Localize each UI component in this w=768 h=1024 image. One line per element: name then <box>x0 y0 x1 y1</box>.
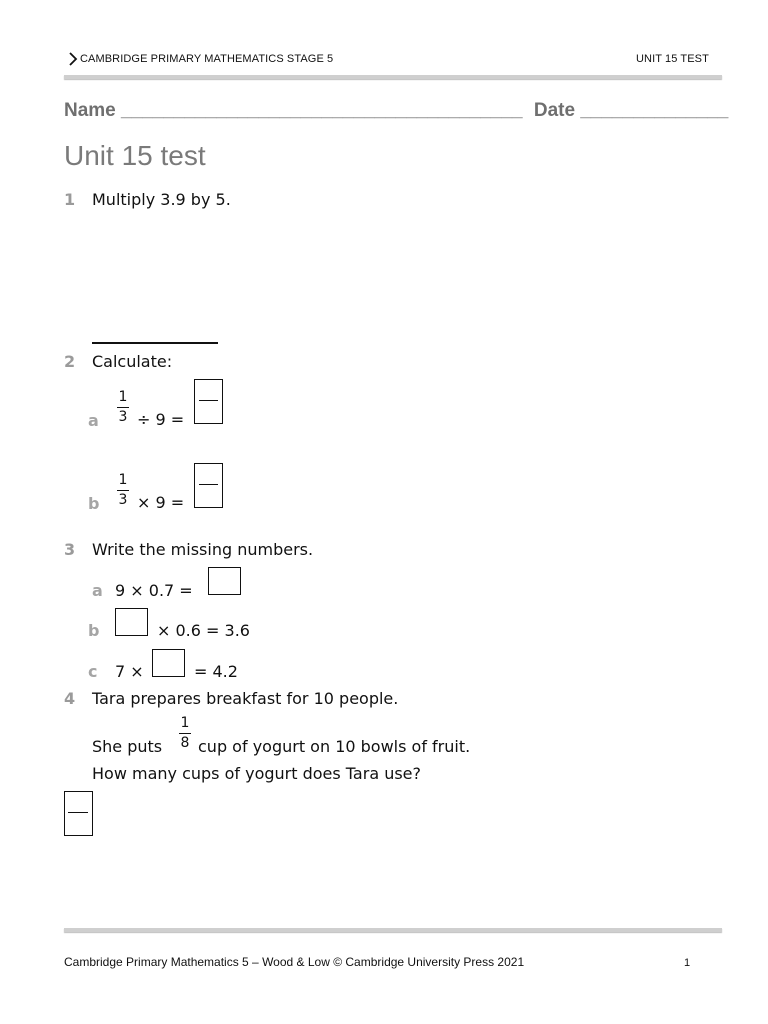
name-field[interactable]: ______________________________________ <box>121 100 523 121</box>
part-label-3a: a <box>92 581 103 600</box>
question-4-line-1: Tara prepares breakfast for 10 people. <box>92 689 399 708</box>
page-title: Unit 15 test <box>64 140 206 171</box>
question-number-3: 3 <box>64 540 76 559</box>
question-4-line-3: How many cups of yogurt does Tara use? <box>92 764 422 783</box>
name-label: Name <box>64 100 116 121</box>
question-number-2: 2 <box>64 352 76 371</box>
question-4-line-2-end: cup of yogurt on 10 bowls of fruit. <box>198 737 471 756</box>
fraction-bar <box>117 490 129 491</box>
expression-3b: × 0.6 = 3.6 <box>157 621 250 640</box>
part-label-3b: b <box>88 621 100 640</box>
fraction-numerator: 1 <box>118 389 128 405</box>
footer-credit: Cambridge Primary Mathematics 5 – Wood & Low © Cambridge University Press 2021 <box>64 955 525 969</box>
answer-box-3a[interactable] <box>208 567 241 595</box>
date-field[interactable]: ______________ <box>580 100 729 121</box>
chevron-right-icon <box>68 52 78 66</box>
part-label-2a: a <box>88 411 99 430</box>
answer-line-1[interactable] <box>92 342 218 344</box>
fraction-denominator: 3 <box>118 492 128 508</box>
footer-rule <box>64 928 722 932</box>
name-date-row <box>64 100 728 122</box>
expression-2b: × 9 = <box>137 493 185 512</box>
fraction-numerator: 1 <box>180 715 190 731</box>
expression-3a: 9 × 0.7 = <box>115 581 193 600</box>
fraction-answer-bar <box>199 400 218 401</box>
answer-box-3c[interactable] <box>152 649 185 677</box>
fraction-answer-box-4[interactable] <box>64 791 93 836</box>
question-number-1: 1 <box>64 190 76 209</box>
question-number-4: 4 <box>64 689 76 708</box>
question-1-text: Multiply 3.9 by 5. <box>92 190 231 209</box>
fraction-denominator: 3 <box>118 409 128 425</box>
header-left: CAMBRIDGE PRIMARY MATHEMATICS STAGE 5 <box>80 53 334 65</box>
fraction-numerator: 1 <box>118 472 128 488</box>
fraction-answer-bar <box>68 812 88 813</box>
expression-3c-before: 7 × <box>115 662 144 681</box>
fraction-answer-bar <box>199 484 218 485</box>
answer-box-3b[interactable] <box>115 608 148 636</box>
fraction-denominator: 8 <box>180 735 190 751</box>
fraction-bar <box>117 407 129 408</box>
page-number: 1 <box>684 957 691 969</box>
question-3-text: Write the missing numbers. <box>92 540 314 559</box>
question-4-line-2-start: She puts <box>92 737 163 756</box>
fraction-bar <box>179 733 191 734</box>
header-rule <box>64 75 722 79</box>
question-2-text: Calculate: <box>92 352 173 371</box>
expression-3c-after: = 4.2 <box>194 662 238 681</box>
expression-2a: ÷ 9 = <box>137 410 185 429</box>
part-label-3c: c <box>88 662 98 681</box>
fraction-answer-box-2a[interactable] <box>194 379 223 424</box>
header-right: UNIT 15 TEST <box>636 53 709 65</box>
fraction-answer-box-2b[interactable] <box>194 463 223 508</box>
part-label-2b: b <box>88 494 100 513</box>
date-label: Date <box>533 100 576 121</box>
